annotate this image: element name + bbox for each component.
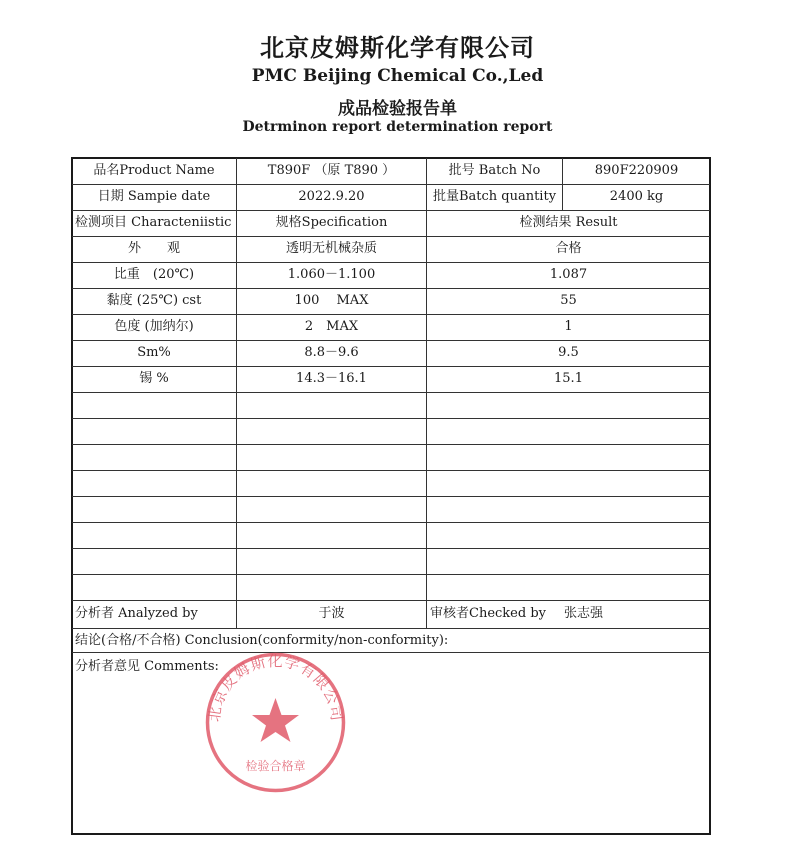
row-result: 15.1 — [554, 371, 583, 386]
row-item: 锡 % — [139, 371, 169, 386]
conclusion-label: 结论(合格/不合格) Conclusion(conformity/non-conformity): — [75, 633, 449, 648]
sample-date-label: 日期 Sampie date — [97, 189, 211, 204]
company-seal-stamp — [203, 650, 348, 795]
batch-no-label: 批号 Batch No — [448, 163, 541, 178]
row-result: 合格 — [555, 241, 582, 256]
row-spec: 1.060－1.100 — [287, 267, 376, 282]
row-item: Sm% — [137, 345, 171, 360]
row-item: 黏度 (25℃) cst — [106, 293, 202, 308]
row-result: 55 — [560, 293, 577, 308]
company-name-cn: 北京皮姆斯化学有限公司 — [260, 34, 535, 62]
analyzed-by-value: 于波 — [318, 606, 345, 621]
header-specification: 规格Specification — [275, 215, 388, 230]
row-spec: 透明无机械杂质 — [285, 241, 377, 256]
comments-label: 分析者意见 Comments: — [75, 659, 219, 674]
row-item: 外 观 — [127, 241, 180, 256]
row-result: 9.5 — [558, 345, 579, 360]
row-item: 色度 (加纳尔) — [114, 319, 194, 334]
row-result: 1 — [564, 319, 573, 334]
stamp-bottom-text: 检验合格章 — [245, 759, 306, 773]
batch-quantity-value: 2400 kg — [609, 189, 664, 204]
row-result: 1.087 — [549, 267, 588, 282]
stamp-ring-text: 北京皮姆斯化学有限公司 — [205, 652, 346, 723]
report-title-cn: 成品检验报告单 — [338, 99, 457, 119]
company-name-en: PMC Beijing Chemical Co.,Led — [251, 66, 544, 86]
row-spec: 2 MAX — [304, 319, 359, 334]
row-spec: 100 MAX — [294, 293, 369, 308]
checked-by-label: 审核者Checked by — [430, 606, 546, 621]
analyzed-by-label: 分析者 Analyzed by — [75, 606, 198, 621]
batch-quantity-label: 批量Batch quantity — [432, 189, 557, 204]
report-title-en: Detrminon report determination report — [242, 119, 553, 135]
row-item: 比重 (20℃) — [113, 267, 195, 282]
checked-by-value: 张志强 — [564, 606, 604, 621]
star-icon — [252, 698, 299, 742]
batch-no-value: 890F220909 — [594, 163, 679, 178]
product-name-label: 品名Product Name — [93, 163, 215, 178]
row-spec: 14.3－16.1 — [296, 371, 367, 386]
header-characteristic: 检测项目 Characteniistic — [75, 215, 232, 230]
header-result: 检测结果 Result — [519, 215, 618, 230]
row-spec: 8.8－9.6 — [304, 345, 359, 360]
sample-date-value: 2022.9.20 — [298, 189, 365, 204]
product-name-value: T890F （原 T890 ） — [267, 163, 396, 178]
